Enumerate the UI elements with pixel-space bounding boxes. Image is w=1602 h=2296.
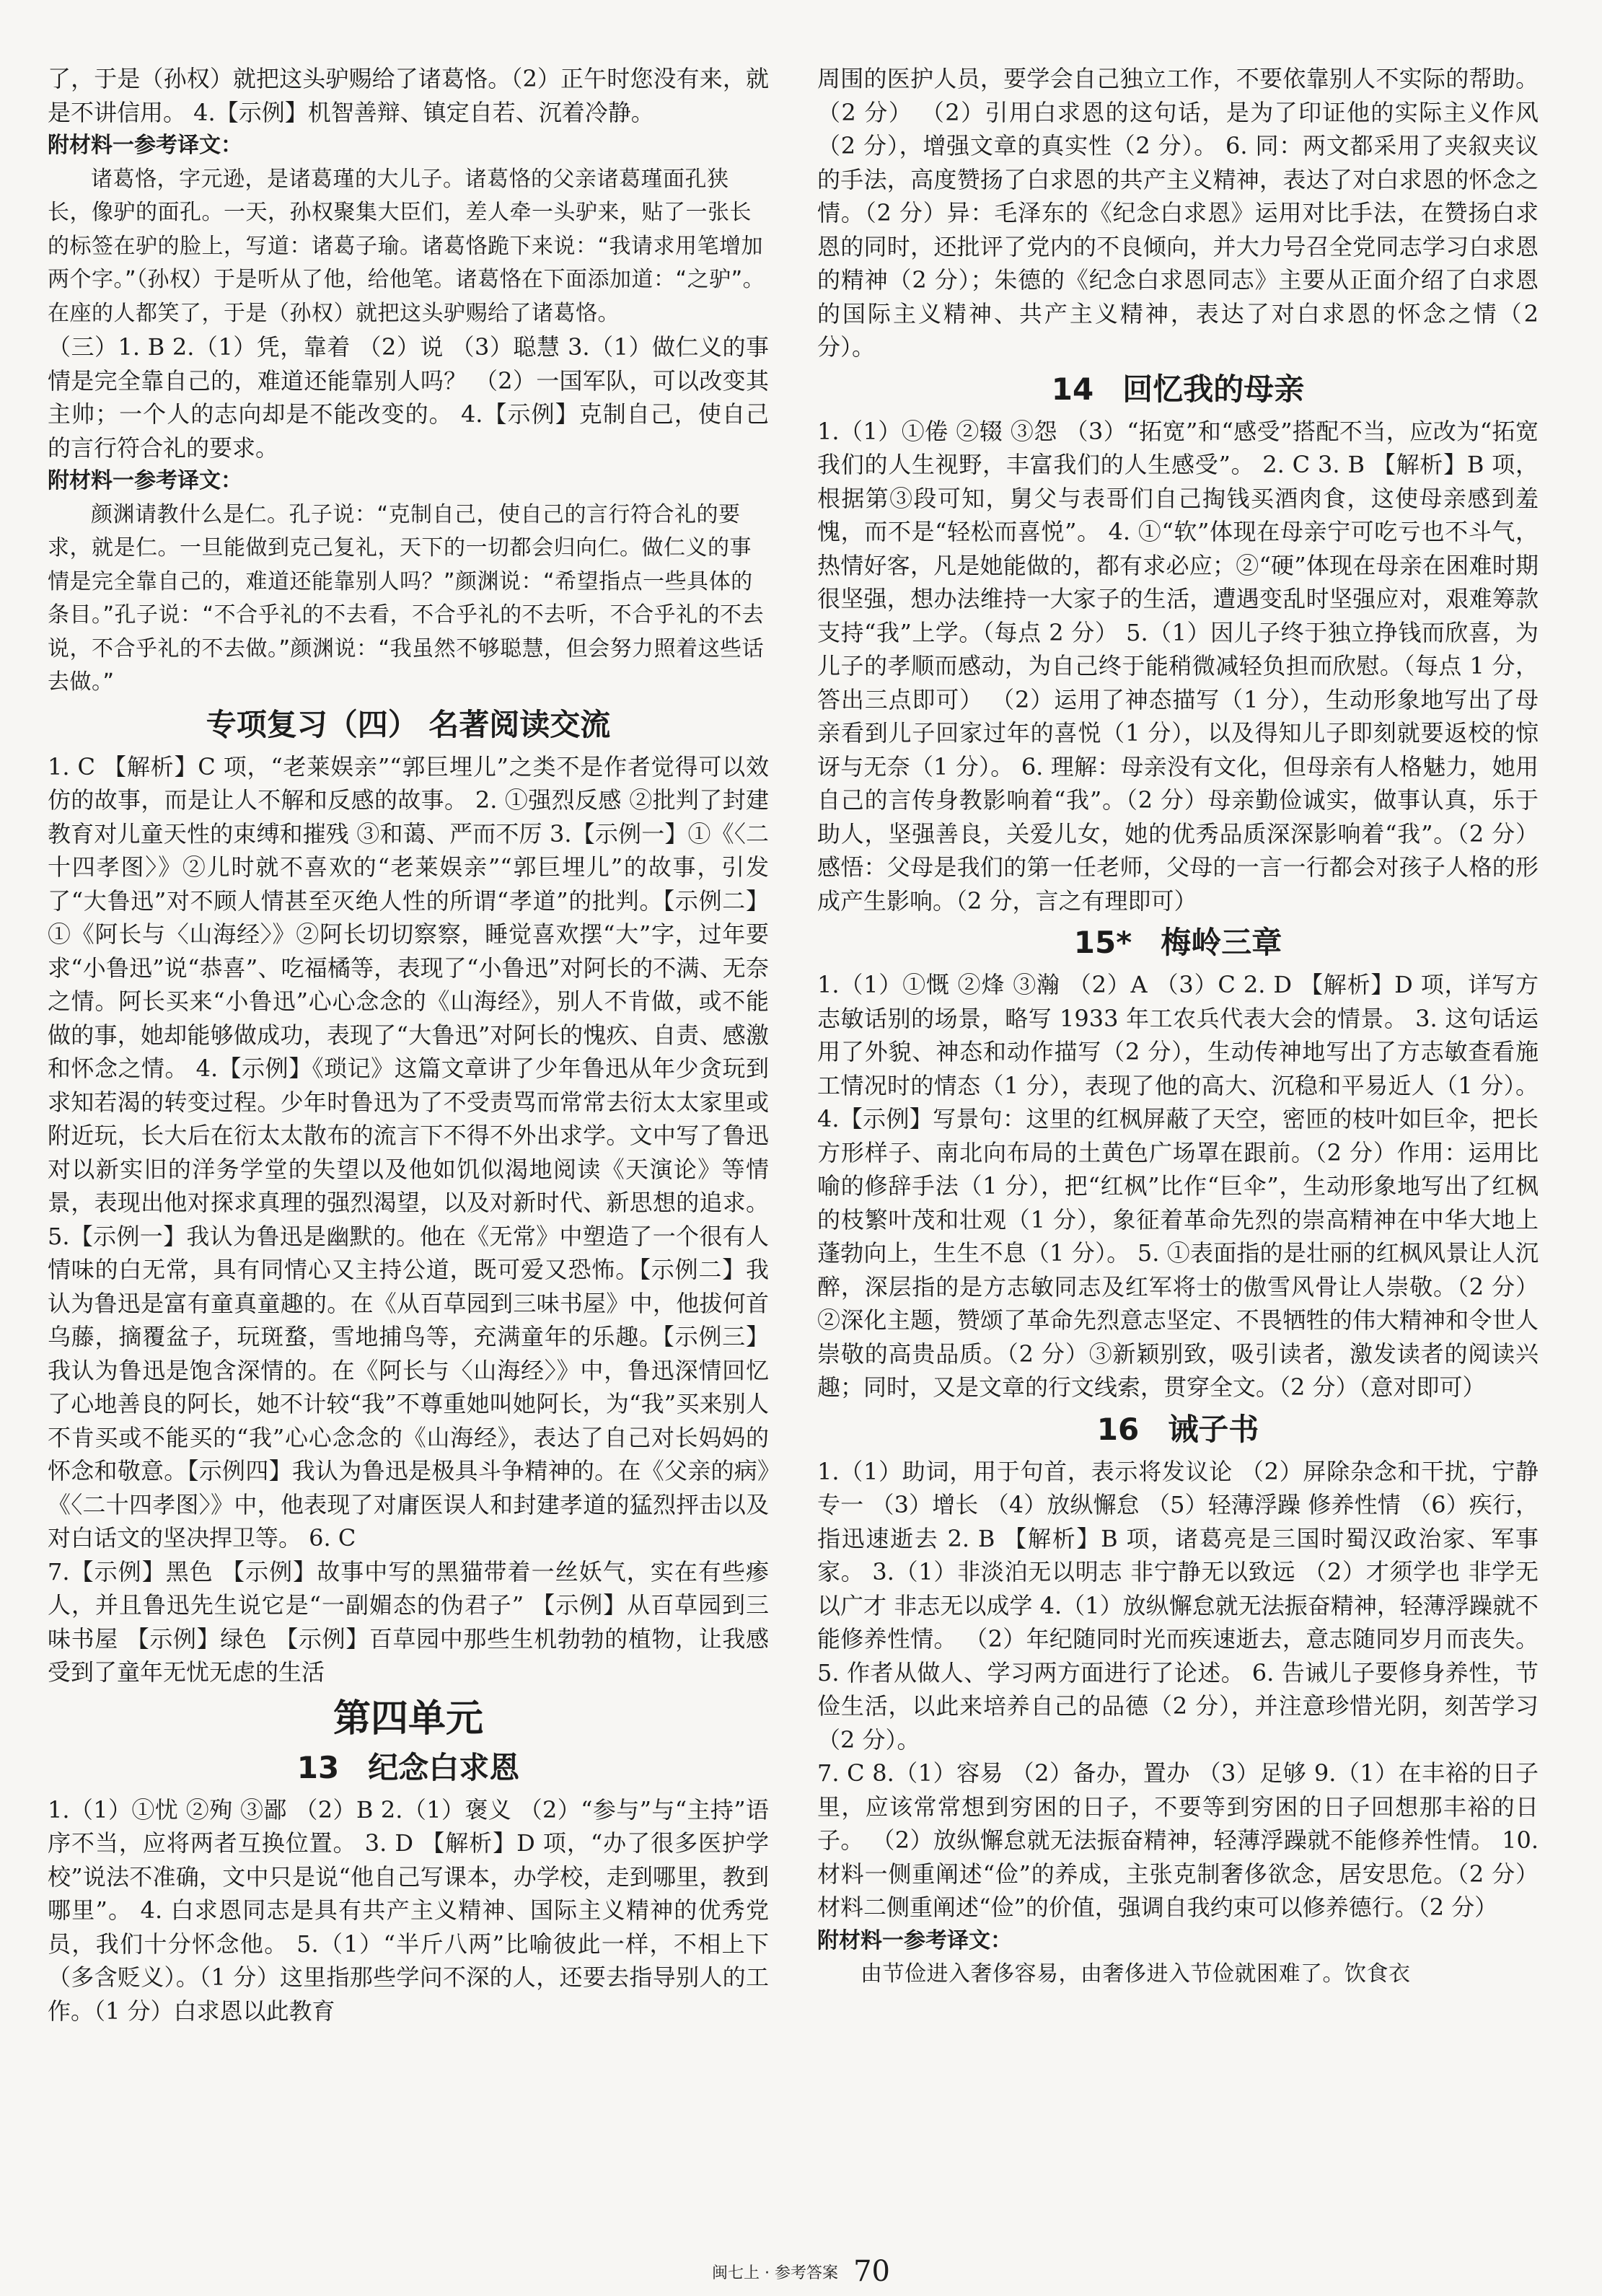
section-heading	[48, 703, 769, 747]
page-number: 70	[853, 2255, 890, 2288]
unit-heading: 第四单元	[333, 1697, 483, 1741]
answer-paragraph: 7.【示例】黑色 【示例】故事中写的黑猫带着一丝妖气，实在有些瘆人，并且鲁迅先生说它是“一副媚态的伪君子” 【示例】从百草园到三味书屋 【示例】绿色 【示例】百草园中那些生机勃勃的植物，让我感受到了童年无忧无虑的生活	[48, 1557, 769, 1686]
answer-paragraph: 周围的医护人员，要学会自己独立工作，不要依靠别人不实际的帮助。（2 分） （2）引用白求恩的这句话，是为了印证他的实际主义作风（2 分），增强文章的真实性（2 分）。 6. 同：两文都采用了夹叙夹议的手法，高度赞扬了白求恩的共产主义精神，表达了对白求恩的怀念之情。（2 分）异：毛泽东的《纪念白求恩》运用对比手法，在赞扬白求恩的同时，还批评了党内的不良倾向，并大力号召全党同志学习白求恩的精神（2 分）；朱德的《纪念白求恩同志》主要从正面介绍了白求恩的国际主义精神、共产主义精神，表达了对白求恩的怀念之情（2 分）。	[817, 65, 1539, 361]
answer-paragraph: 1.（1）①忧 ②殉 ③鄙 （2）B 2.（1）褒义 （2）“参与”与“主持”语序不当，应将两者互换位置。 3. D 【解析】D 项，“办了很多医护学校”说法不准确，文中只是说“他自己写课本，办学校，走到哪里，教到哪里”。 4. 白求恩同志是具有共产主义精神、国际主义精神的优秀党员，我们十分怀念他。 5.（1）“半斤八两”比喻彼此一样，不相上下（多含贬义）。（1 分）这里指那些学问不深的人，还要去指导别人的工作。（1 分）白求恩以此教育	[48, 1795, 769, 2025]
chapter-number: 13	[296, 1749, 340, 1785]
section-title: 专项复习（四） 名著阅读交流	[206, 706, 611, 742]
chapter-title: 纪念白求恩	[368, 1749, 520, 1785]
chapter-title: 回忆我的母亲	[1122, 371, 1305, 407]
right-column	[817, 62, 1539, 1992]
chapter-heading	[817, 1407, 1539, 1452]
appendix-translation: 由节俭进入奢侈容易，由奢侈进入节俭就困难了。饮食衣	[861, 1961, 1411, 1987]
appendix-translation: 颜渊请教什么是仁。孔子说：“克制自己，使自己的言行符合礼的要求，就是仁。一旦能做到克己复礼，天下的一切都会归向仁。做仁义的事情是完全靠自己的，难道还能靠别人吗？”颜渊说：“希望指点一些具体的条目。”孔子说：“不合乎礼的不去看，不合乎礼的不去听，不合乎礼的不去说，不合乎礼的不去做。”颜渊说：“我虽然不够聪慧，但会努力照着这些话去做。”	[48, 501, 765, 695]
appendix-title: 附材料一参考译文：	[48, 133, 242, 158]
appendix-translation: 诸葛恪，字元逊，是诸葛瑾的大儿子。诸葛恪的父亲诸葛瑾面孔狭长，像驴的面孔。一天，孙权聚集大臣们，差人牵一头驴来，贴了一张长的标签在驴的脸上，写道：诸葛子瑜。诸葛恪跪下来说：“我请求用笔增加两个字。”（孙权）于是听从了他，给他笔。诸葛恪在下面添加道：“之驴”。在座的人都笑了，于是（孙权）就把这头驴赐给了诸葛恪。	[48, 166, 765, 326]
page-footer	[0, 2255, 1602, 2288]
answer-paragraph: 1.（1）①慨 ②烽 ③瀚 （2）A （3）C 2. D 【解析】D 项，详写方志敏话别的场景，略写 1933 年工农兵代表大会的情景。 3. 这句话运用了外貌、神态和动作描写（2 分），生动传神地写出了方志敏查看施工情况时的情态（1 分），表现了他的高大、沉稳和平易近人（1 分）。 4.【示例】写景句：这里的红枫屏蔽了天空，密匝的枝叶如巨伞，把长方形样子、南北向布局的土黄色广场罩在跟前。（2 分）作用：运用比喻的修辞手法（1 分），把“红枫”比作“巨伞”，生动形象地写出了红枫的枝繁叶茂和壮观（1 分），象征着革命先烈的崇高精神在中华大地上蓬勃向上，生生不息（1 分）。 5. ①表面指的是壮丽的红枫风景让人沉醉，深层指的是方志敏同志及红军将士的傲雪风骨让人崇敬。（2 分）②深化主题，赞颂了革命先烈意志坚定、不畏牺牲的伟大精神和令世人崇敬的高贵品质。（2 分）③新颖别致，吸引读者，激发读者的阅读兴趣；同时，又是文章的行文线索，贯穿全文。（2 分）（意对即可）	[817, 971, 1539, 1401]
answer-paragraph: 1.（1）助词，用于句首，表示将发议论 （2）屏除杂念和干扰，宁静专一 （3）增长 （4）放纵懈怠 （5）轻薄浮躁 修养性情 （6）疾行，指迅速逝去 2. B 【解析】B 项，诸葛亮是三国时蜀汉政治家、军事家。 3.（1）非淡泊无以明志 非宁静无以致远 （2）才须学也 非学无以广才 非志无以成学 4.（1）放纵懈怠就无法振奋精神，轻薄浮躁就不能修养性情。 （2）年纪随同时光而疾速逝去，意志随同岁月而丧失。 5. 作者从做人、学习两方面进行了论述。 6. 告诫儿子要修身养性，节俭生活，以此来培养自己的品德（2 分），并注意珍惜光阴，刻苦学习（2 分）。	[817, 1457, 1539, 1754]
chapter-title: 诫子书	[1168, 1411, 1259, 1447]
left-column	[48, 62, 769, 2028]
appendix-title: 附材料一参考译文：	[817, 1927, 1012, 1953]
answer-paragraph: 了，于是（孙权）就把这头驴赐给了诸葛恪。（2）正午时您没有来，就是不讲信用。 4.【示例】机智善辩、镇定自若、沉着冷静。	[48, 65, 769, 126]
answer-paragraph: （三）1. B 2.（1）凭，靠着 （2）说 （3）聪慧 3.（1）做仁义的事情是完全靠自己的，难道还能靠别人吗？ （2）一国军队，可以改变其主帅；一个人的志向却是不能改变的。 4.【示例】克制自己，使自己的言行符合礼的要求。	[48, 333, 769, 462]
answer-paragraph: 1. C 【解析】C 项，“老莱娱亲”“郭巨埋儿”之类不是作者觉得可以效仿的故事，而是让人不解和反感的故事。 2. ①强烈反感 ②批判了封建教育对儿童天性的束缚和摧残 ③和蔼、严而不厉 3.【示例一】①《〈二十四孝图〉》②儿时就不喜欢的“老莱娱亲”“郭巨埋儿”的故事，引发了“大鲁迅”对不顾人情甚至灭绝人性的所谓“孝道”的批判。【示例二】①《阿长与〈山海经〉》②阿长切切察察，睡觉喜欢摆“大”字，过年要求“小鲁迅”说“恭喜”、吃福橘等，表现了“小鲁迅”对阿长的不满、无奈之情。阿长买来“小鲁迅”心心念念的《山海经》，别人不肯做，或不能做的事，她却能够做成功，表现了“大鲁迅”对阿长的愧疚、自责、感激和怀念之情。 4.【示例】《琐记》这篇文章讲了少年鲁迅从年少贪玩到求知若渴的转变过程。少年时鲁迅为了不受责骂而常常去衍太太家里或附近玩，长大后在衍太太散布的流言下不得不外出求学。文中写了鲁迅对以新实旧的洋务学堂的失望以及他如饥似渴地阅读《天演论》等情景，表现出他对探求真理的强烈渴望，以及对新时代、新思想的追求。 5.【示例一】我认为鲁迅是幽默的。他在《无常》中塑造了一个很有人情味的白无常，具有同情心又主持公道，既可爱又恐怖。【示例二】我认为鲁迅是富有童真童趣的。在《从百草园到三味书屋》中，他拔何首乌藤，摘覆盆子，玩斑蝥，雪地捕鸟等，充满童年的乐趣。【示例三】我认为鲁迅是饱含深情的。在《阿长与〈山海经〉》中，鲁迅深情回忆了心地善良的阿长，她不计较“我”不尊重她叫她阿长，为“我”买来别人不肯买或不能买的“我”心心念念的《山海经》，表达了自己对长妈妈的怀念和敬意。【示例四】我认为鲁迅是极具斗争精神的。在《父亲的病》《〈二十四孝图〉》中，他表现了对庸医误人和封建孝道的猛烈抨击以及对白话文的坚决捍卫等。 6. C	[48, 752, 769, 1552]
chapter-heading	[48, 1746, 769, 1790]
chapter-heading	[817, 920, 1539, 965]
answer-paragraph: 7. C 8.（1）容易 （2）备办，置办 （3）足够 9.（1）在丰裕的日子里，应该常常想到穷困的日子，不要等到穷困的日子回想那丰裕的日子。 （2）放纵懈怠就无法振奋精神，轻薄浮躁就不能修养性情。 10. 材料一侧重阐述“俭”的养成，主张克制奢侈欲念，居安思危。（2 分）材料二侧重阐述“俭”的价值，强调自我约束可以修养德行。（2 分）	[817, 1759, 1539, 1921]
appendix-title: 附材料一参考译文：	[48, 468, 242, 493]
chapter-heading	[817, 367, 1539, 412]
footer-label: 闽七上 · 参考答案	[712, 2264, 838, 2282]
chapter-number: 16	[1096, 1411, 1140, 1447]
answer-paragraph: 1.（1）①倦 ②辍 ③怨 （3）“拓宽”和“感受”搭配不当，应改为“拓宽我们的人生视野，丰富我们的人生感受”。 2. C 3. B 【解析】B 项，根据第③段可知，舅父与表哥们自己掏钱买酒肉食，这使母亲感到羞愧，而不是“轻松而喜悦”。 4. ①“软”体现在母亲宁可吃亏也不斗气，热情好客，凡是她能做的，都有求必应；②“硬”体现在母亲在困难时期很坚强，想办法维持一大家子的生活，遭遇变乱时坚强应对，艰难筹款支持“我”上学。（每点 2 分） 5.（1）因儿子终于独立挣钱而欣喜，为儿子的孝顺而感动，为自己终于能稍微减轻负担而欣慰。（每点 1 分，答出三点即可） （2）运用了神态描写（1 分），生动形象地写出了母亲看到儿子回家过年的喜悦（1 分），以及得知儿子即刻就要返校的惊讶与无奈（1 分）。 6. 理解：母亲没有文化，但母亲有人格魅力，她用自己的言传身教影响着“我”。（2 分）母亲勤俭诚实，做事认真，乐于助人，坚强善良，关爱儿女，她的优秀品质深深影响着“我”。（2 分）感悟：父母是我们的第一任老师，父母的一言一行都会对孩子人格的形成产生影响。（2 分，言之有理即可）	[817, 417, 1539, 915]
chapter-number: 15*	[1073, 925, 1132, 960]
chapter-title: 梅岭三章	[1161, 925, 1282, 960]
chapter-number: 14	[1051, 371, 1094, 407]
